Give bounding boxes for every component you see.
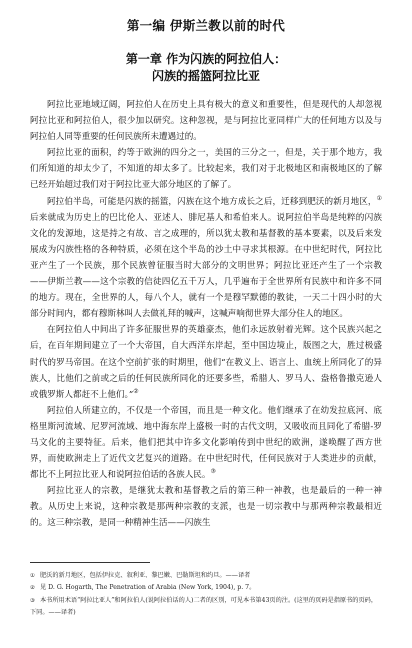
- footnote-divider: [30, 562, 150, 563]
- body-text: [30, 97, 382, 532]
- paragraph-text: 阿拉比亚的面积，约等于欧洲的四分之一，美国的三分之一，但是，关于那个地方，我们所知道的却太少了，不知道的却太多了。比较起来，我们对于北极地区和南极地区的了解已经开始超过我们对于阿拉比亚大部分地区的了解了。: [30, 148, 382, 191]
- paragraph-text: 在阿拉伯人中间出了许多征服世界的英雄豪杰，他们永远放射着光辉。这个民族兴起之后，在百年期间建立了一个大帝国，自大西洋东岸起，至中国边境止，版图之大，胜过极盛时代的罗马帝国。在这个空前扩张的时期里，他们“在教义上、语言上、血统上所同化了的异族人，比他们之前或之后的任何民族所同化的还要多些，希腊人、罗马人、盎格鲁撒克逊人或俄罗斯人都赶不上他们。”: [30, 325, 382, 400]
- paragraph-text: 阿拉伯人所建立的，不仅是一个帝国，而且是一种文化。他们继承了在幼发拉底河、底格里斯河流域、尼罗河流域、地中海东岸上盛极一时的古代文明，又吸收而且同化了希腊-罗马文化的主要特征。后来，他们把其中许多文化影响传到中世纪的欧洲，遂唤醒了西方世界，而使欧洲走上了近代文艺复兴的道路。在中世纪时代，任何民族对于人类进步的贡献，都比不上阿拉比亚人和说阿拉伯话的各族人民。: [30, 405, 382, 481]
- footnote-mark: ③: [30, 597, 35, 604]
- paragraph-text: 阿拉比亚人的宗教，是继犹太教和基督教之后的第三种一神教，也是最后的一种一神教。从历史上来说，这种宗教是那两种宗教的支派，也是一切宗教中与那两种宗教最相近的。这三种宗教，是同一种精神生活——闪族生: [30, 486, 382, 529]
- chapter-title: 第一章 作为闪族的阿拉伯人：: [125, 52, 287, 66]
- paragraph-text: 后来就成为历史上的巴比伦人、亚述人、腓尼基人和希伯来人。说阿拉伯半岛是纯粹的闪族文化的发源地，这是持之有故、言之成理的，所以犹太教和基督教的基本要素，以及后来发展成为闪族性格的各种特质，必须在这个半岛的沙土中寻求其根源。在中世纪时代，阿拉比亚产生了一个民族，那个民族曾征服当时大部分的文明世界；阿拉比亚还产生了一个宗教——伊斯兰教——这个宗教的信徒四亿五千万人，几乎遍布于全世界所有民族中和许多不同的地方。现在，全世界的人，每八个人，就有一个是穆罕默德的教徒，一天二十四小时的大部分时间内，都有穆斯林叫人去做礼拜的喊声，这喊声响彻世界大部分住人的地区。: [30, 212, 382, 320]
- paragraph: [30, 194, 382, 323]
- footnote-ref[interactable]: ③: [210, 468, 216, 476]
- footnote-mark: ①: [30, 573, 35, 579]
- footnote-text: 见 D. G. Hogarth, The Penetration of Arabia (New York, 1904), p. 7。: [40, 584, 256, 592]
- paragraph: [30, 145, 382, 193]
- footnote-ref[interactable]: ②: [133, 387, 139, 395]
- footnote: [30, 582, 382, 594]
- footnotes: [30, 570, 382, 620]
- paragraph-text: 阿拉比亚地域辽阔，阿拉伯人在历史上具有极大的意义和重要性，但是现代的人却忽视阿拉比亚和阿拉伯人，很少加以研究。这种忽视，是与阿拉比亚同样广大的任何地方以及与阿拉伯人同等重要的任何民族所未遭遇过的。: [30, 100, 382, 143]
- chapter-subtitle: 闪族的摇篮阿拉比亚: [151, 69, 260, 83]
- paragraph-text: 阿拉伯半岛，可能是闪族的摇篮，闪族在这个地方成长之后，迁移到肥沃的新月地区，: [47, 196, 377, 207]
- paragraph: [30, 322, 382, 402]
- footnote-text: 肥沃的新月地区，包括伊拉克、叙利亚、黎巴嫩、巴勒斯坦和约旦。——译者: [40, 572, 251, 579]
- paragraph: [30, 97, 382, 145]
- paragraph: [30, 483, 382, 531]
- chapter-title-block: [0, 51, 412, 85]
- footnote-mark: ②: [30, 585, 35, 592]
- footnote-ref[interactable]: ①: [376, 194, 382, 202]
- footnote-text: 本书所用术语“阿拉比亚人”和阿拉伯人(说阿拉伯话的人)二者的区别，可见本书第43页的注。(这里的页码是指原书的页码，下同。——译者): [30, 596, 378, 617]
- footnote: [30, 595, 382, 620]
- paragraph: [30, 403, 382, 483]
- footnote: [30, 570, 382, 582]
- part-title: 第一编 伊斯兰教以前的时代: [126, 18, 286, 33]
